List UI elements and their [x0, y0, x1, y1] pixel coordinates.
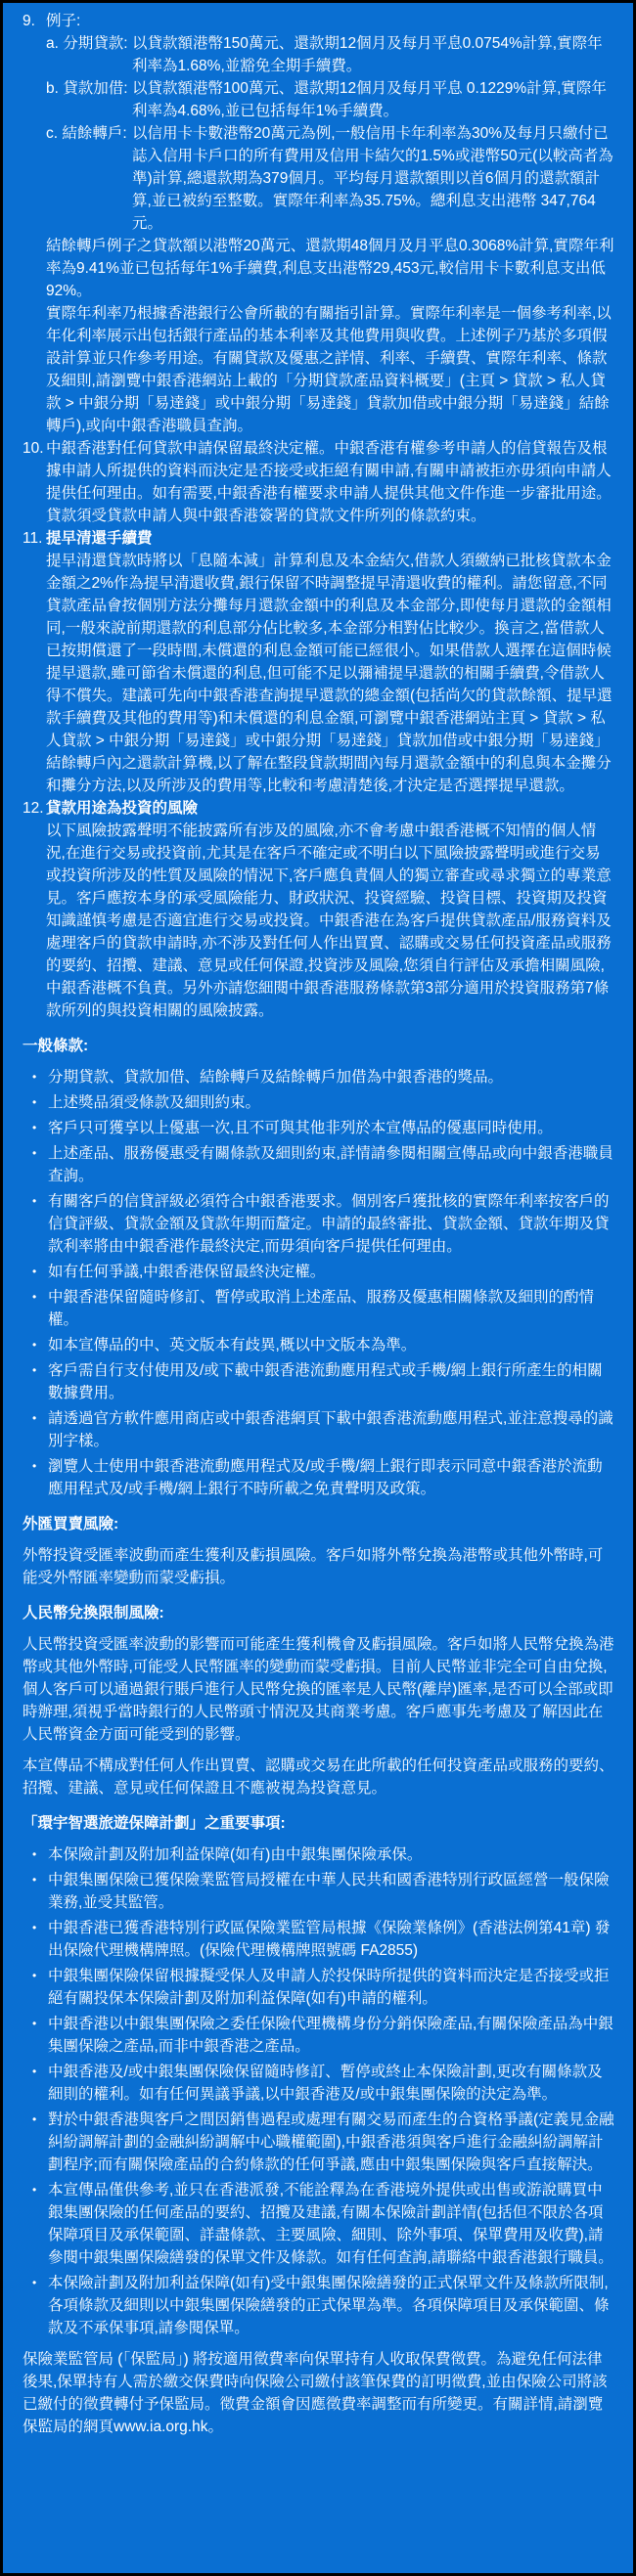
bullet-text: 對於中銀香港與客戶之間因銷售過程或處理有關交易而產生的合資格爭議(定義見金融糾紛調解計劃的金融糾紛調解中心職權範圍),中銀香港須與客戶進行金融糾紛調解計劃程序;而有關保險產品的合約條款的任何爭議,應由中銀集團保險與客戶直接解決。 — [48, 2111, 614, 2173]
bullet-text: 上述獎品須受條款及細則約束。 — [48, 1094, 261, 1111]
item-text: 提早清還貸款時將以「息隨本減」計算利息及本金結欠,借款人須繳納已批核貸款本金金額之2%作為提早清還收費,銀行保留不時調整提早清還收費的權利。請您留意,不同貸款產品會按個別方法分攤每月還款金額中的利息及本金部分,即使每月還款的金額相同,一般來說前期還款的利息部分佔比較多,本金部分相對佔比較少。換言之,當借款人已按期償還了一段時間,未償還的利息金額可能已經很小。如果借款人選擇在這個時候提早還款,雖可節省未償還的利息,但可能不足以彌補提早還款的相關手續費,令借款人得不償失。建議可先向中銀香港查詢提早還款的總金額(包括尚欠的貸款餘額、提早還款手續費及其他的費用等)和未償還的利息金額,可瀏覽中銀香港網站主頁 > 貸款 > 私人貸款 > 中銀分期「易達錢」或中銀分期「易達錢」貸款加借或中銀分期「易達錢」結餘轉戶內之還款計算機,以了解在整段貸款期間內每月還款金額中的利息與本金攤分和攤分方法,以及所涉及的費用等,比較和考慮清楚後,才決定是否選擇提早還款。 — [46, 553, 613, 794]
bullet-text: 上述產品、服務優惠受有關條款及細則約束,詳情請參閱相關宣傳品或向中銀香港職員查詢。 — [48, 1145, 613, 1184]
bullet-item — [23, 1286, 615, 1331]
bullet-text: 請透過官方軟件應用商店或中銀香港網頁下載中銀香港流動應用程式,並注意搜尋的識別字樣。 — [48, 1410, 613, 1449]
bullet-text: 本宣傳品僅供參考,並只在香港派發,不能詮釋為在香港境外提供或出售或游說購買中銀集團保險的任何產品的要約、招攬及建議,有關本保險計劃詳情(包括但不限於各項保障項目及承保範圍、詳盡條款、主要風險、細則、除外事項、保單費用及收費),請參閱中銀集團保險繕發的保單文件及條款。如有任何查詢,請聯絡中銀香港銀行職員。 — [48, 2182, 613, 2266]
example-sub-item — [46, 122, 615, 235]
item-body — [46, 10, 615, 32]
bullet-icon: • — [32, 1969, 37, 1982]
document-body — [23, 10, 615, 2438]
bullet-text: 客戶只可獲享以上優惠一次,且不可與其他非列於本宣傳品的優惠同時使用。 — [48, 1120, 553, 1136]
item-text: 例子: — [46, 13, 81, 29]
bullet-item — [23, 2272, 615, 2339]
bullet-icon: • — [32, 1194, 37, 1208]
bullet-item — [23, 2013, 615, 2058]
bullet-item — [23, 1917, 615, 1962]
bullet-icon: • — [32, 1095, 37, 1109]
bullet-item — [23, 1091, 615, 1114]
example-label: a. 分期貸款: — [46, 35, 128, 52]
paragraph: 保險業監管局 (「保監局」) 將按適用徵費率向保單持有人收取保費徵費。為避免任何法律後果,保單持有人需於繳交保費時向保險公司繳付該筆保費的訂明徵費,並由保險公司將該已繳付的徵費轉付予保監局。徵費金額會因應徵費率調整而有所變更。有關詳情,請瀏覽保監局的網頁www.ia.org.hk。 — [23, 2351, 608, 2435]
bullet-list — [23, 1066, 615, 1500]
bullet-icon: • — [32, 1459, 37, 1473]
bullet-list — [23, 1843, 615, 2339]
bullet-text: 中銀集團保險保留根據擬受保人及申請人於投保時所提供的資料而決定是否接受或拒絕有關投保本保險計劃及附加利益保障(如有)申請的權利。 — [48, 1968, 610, 2007]
bullet-item — [23, 1965, 615, 2010]
bullet-icon: • — [32, 2112, 37, 2126]
bullet-item — [23, 2109, 615, 2176]
example-text: 以信用卡卡數港幣20萬元為例,一般信用卡年利率為30%及每月只繳付已誌入信用卡戶口的所有費用及信用卡結欠的1.5%或港幣50元(以較高者為準)計算,總還款期為379個月。平均每月還款額則以首6個月的還款額計算,並已被約至整數。實際年利率為35.75%。總利息支出港幣 347,764元。 — [132, 125, 613, 232]
paragraph: 外幣投資受匯率波動而產生獲利及虧損風險。客戶如將外幣兌換為港幣或其他外幣時,可能受外幣匯率變動而蒙受虧損。 — [23, 1547, 604, 1586]
item-title: 提早清還手續費 — [46, 530, 153, 547]
bullet-text: 有關客戶的信貸評級必須符合中銀香港要求。個別客戶獲批核的實際年利率按客戶的信貸評級、貸款金額及貸款年期而釐定。申請的最終審批、貸款金額、貸款年期及貸款利率將由中銀香港作最終決定,而毋須向客戶提供任何理由。 — [48, 1193, 610, 1255]
bullet-text: 中銀香港保留隨時修訂、暫停或取消上述產品、服務及優惠相關條款及細則的酌情權。 — [48, 1289, 595, 1328]
item-text: 中銀香港對任何貸款申請保留最終決定權。中銀香港有權參考申請人的信貸報告及根據申請人所提供的資料而決定是否接受或拒絕有關申請,有關申請被拒亦毋須向申請人提供任何理由。如有需要,中銀香港有權要求申請人提供其他文件作進一步審批用途。貸款須受貸款申請人與中銀香港簽署的貸款文件所列的條款約束。 — [46, 440, 612, 524]
bullet-item — [23, 1869, 615, 1914]
bullet-text: 本保險計劃及附加利益保障(如有)受中銀集團保險繕發的正式保單文件及條款所限制,各項條款及細則以中銀集團保險繕發的正式保單為準。各項保障項目及承保範圍、條款及不承保事項,請參閱保單。 — [48, 2275, 610, 2336]
bullet-item — [23, 1142, 615, 1187]
paragraph: 人民幣投資受匯率波動的影響而可能產生獲利機會及虧損風險。客戶如將人民幣兌換為港幣或其他外幣時,可能受人民幣匯率的變動而蒙受虧損。目前人民幣並非完全可自由兌換,個人客戶可以通過銀行賬戶進行人民幣兌換的匯率是人民幣(離岸)匯率,是否可以全部或即時辦理,須視乎當時銀行的人民幣頭寸情況及其商業考慮。客戶應事先考慮及了解因此在人民幣資金方面可能受到的影響。 — [23, 1636, 614, 1743]
bullet-item — [23, 1334, 615, 1356]
bullet-item — [23, 1359, 615, 1404]
bullet-icon: • — [32, 1070, 37, 1084]
bullet-icon: • — [32, 1290, 37, 1304]
bullet-icon: • — [32, 1146, 37, 1160]
example-text: 以貸款額港幣100萬元、還款期12個月及每月平息 0.1229%計算,實際年利率為4.68%,並已包括每年1%手續費。 — [132, 80, 607, 119]
example-text: 以貸款額港幣150萬元、還款期12個月及每月平息0.0754%計算,實際年利率為1.68%,並豁免全期手續費。 — [132, 35, 603, 74]
bullet-text: 分期貸款、貸款加借、結餘轉戶及結餘轉戶加借為中銀香港的獎品。 — [48, 1069, 504, 1086]
item-body — [46, 527, 615, 797]
bullet-item — [23, 1455, 615, 1500]
paragraph: 本宣傳品不構成對任何人作出買賣、認購或交易在此所載的任何投資產品或服務的要約、招攬、建議、意見或任何保證且不應被視為投資意見。 — [23, 1757, 614, 1797]
bullet-icon: • — [32, 1847, 37, 1861]
bullet-item — [23, 2179, 615, 2269]
item-number: 12. — [23, 800, 44, 817]
numbered-item — [23, 10, 615, 32]
item-number: 10. — [23, 440, 44, 457]
bullet-text: 中銀香港已獲香港特別行政區保險業監管局根據《保險業條例》(香港法例第41章) 發出保險代理機構牌照。(保險代理機構牌照號碼 FA2855) — [48, 1920, 611, 1959]
bullet-text: 中銀集團保險已獲保險業監管局授權在中華人民共和國香港特別行政區經營一般保險業務,並受其監管。 — [48, 1872, 610, 1911]
bullet-item — [23, 1066, 615, 1088]
bullet-icon: • — [32, 1121, 37, 1134]
bullet-icon: • — [32, 2183, 37, 2197]
item-number: 11. — [23, 530, 43, 547]
item-number: 9. — [23, 13, 35, 29]
bullet-text: 中銀香港以中銀集團保險之委任保險代理機構身份分銷保險產品,有關保險產品為中銀集團保險之產品,而非中銀香港之產品。 — [48, 2016, 613, 2055]
bullet-item — [23, 1843, 615, 1866]
bullet-item — [23, 1261, 615, 1283]
example-label: b. 貸款加借: — [46, 80, 128, 97]
bullet-icon: • — [32, 2065, 37, 2078]
bullet-text: 客戶需自行支付使用及/或下載中銀香港流動應用程式或手機/網上銀行所產生的相關數據費用。 — [48, 1362, 603, 1401]
bullet-icon: • — [32, 2276, 37, 2289]
bullet-icon: • — [32, 1921, 37, 1934]
bullet-text: 如本宣傳品的中、英文版本有歧異,概以中文版本為準。 — [48, 1337, 417, 1354]
item-text: 以下風險披露聲明不能披露所有涉及的風險,亦不會考慮中銀香港概不知情的個人情況,在進行交易或投資前,尤其是在客戶不確定或不明白以下風險披露聲明或進行交易或投資所涉及的性質及風險的情況下,客戶應負責個人的獨立審查或尋求獨立的專業意見。客戶應按本身的承受風險能力、財政狀況、投資經驗、投資目標、投資期及投資知識謹慎考慮是否適宜進行交易或投資。中銀香港在為客戶提供貸款產品/服務資料及處理客戶的貸款申請時,亦不涉及對任何人作出買賣、認購或交易任何投資產品或服務的要約、招攬、建議、意見或任何保證,投資涉及風險,您須自行評估及承擔相關風險,中銀香港概不負責。另外亦請您細閱中銀香港服務條款第3部分適用於投資服務第7條款所列的與投資相關的風險披露。 — [46, 822, 612, 1019]
bullet-item — [23, 1117, 615, 1139]
bullet-icon: • — [32, 1338, 37, 1352]
item-body — [46, 797, 615, 1022]
bullet-text: 本保險計劃及附加利益保障(如有)由中銀集團保險承保。 — [48, 1846, 423, 1863]
example-label: c. 結餘轉戶: — [46, 125, 127, 142]
numbered-item — [23, 437, 615, 527]
item-title: 貸款用途為投資的風險 — [46, 800, 199, 817]
bullet-icon: • — [32, 1363, 37, 1377]
indented-paragraph: 實際年利率乃根據香港銀行公會所載的有關指引計算。實際年利率是一個參考利率,以年化利率展示出包括銀行產品的基本利率及其他費用與收費。上述例子乃基於多項假設計算並只作參考用途。有關貸款及優惠之詳情、利率、手續費、實際年利率、條款及細則,請瀏覽中銀香港網站上載的「分期貸款產品資料概要」(主頁 > 貸款 > 私人貸款 > 中銀分期「易達錢」或中銀分期「易達錢」貸款加借或中銀分期「易達錢」結餘轉戶),或向中銀香港職員查詢。 — [46, 305, 612, 434]
section-heading: 人民幣兌換限制風險: — [23, 1605, 164, 1621]
bullet-icon: • — [32, 1411, 37, 1425]
bullet-text: 如有任何爭議,中銀香港保留最終決定權。 — [48, 1264, 326, 1280]
bullet-text: 中銀香港及/或中銀集團保險保留隨時修訂、暫停或終止本保險計劃,更改有關條款及細則的權利。如有任何異議爭議,以中銀香港及/或中銀集團保險的決定為準。 — [48, 2064, 603, 2103]
section-heading: 「環宇智選旅遊保障計劃」之重要事項: — [23, 1815, 286, 1832]
numbered-item — [23, 527, 615, 797]
bullet-icon: • — [32, 1873, 37, 1887]
numbered-item — [23, 797, 615, 1022]
bullet-item — [23, 1407, 615, 1452]
bullet-text: 瀏覽人士使用中銀香港流動應用程式及/或手機/網上銀行即表示同意中銀香港於流動應用程式及/或手機/網上銀行不時所載之免責聲明及政策。 — [48, 1458, 603, 1497]
example-sub-item — [46, 32, 615, 77]
indented-paragraph: 結餘轉戶例子之貸款額以港幣20萬元、還款期48個月及月平息0.3068%計算,實際年利率為9.41%並已包括每年1%手續費,利息支出港幣29,453元,較信用卡卡數利息支出低 92%。 — [46, 238, 614, 299]
example-sub-item — [46, 77, 615, 122]
section-heading: 一般條款: — [23, 1038, 89, 1054]
bullet-icon: • — [32, 2017, 37, 2030]
bullet-icon: • — [32, 1265, 37, 1278]
item-body — [46, 437, 615, 527]
section-heading: 外匯買賣風險: — [23, 1516, 119, 1532]
bullet-item — [23, 2061, 615, 2106]
bullet-item — [23, 1190, 615, 1258]
